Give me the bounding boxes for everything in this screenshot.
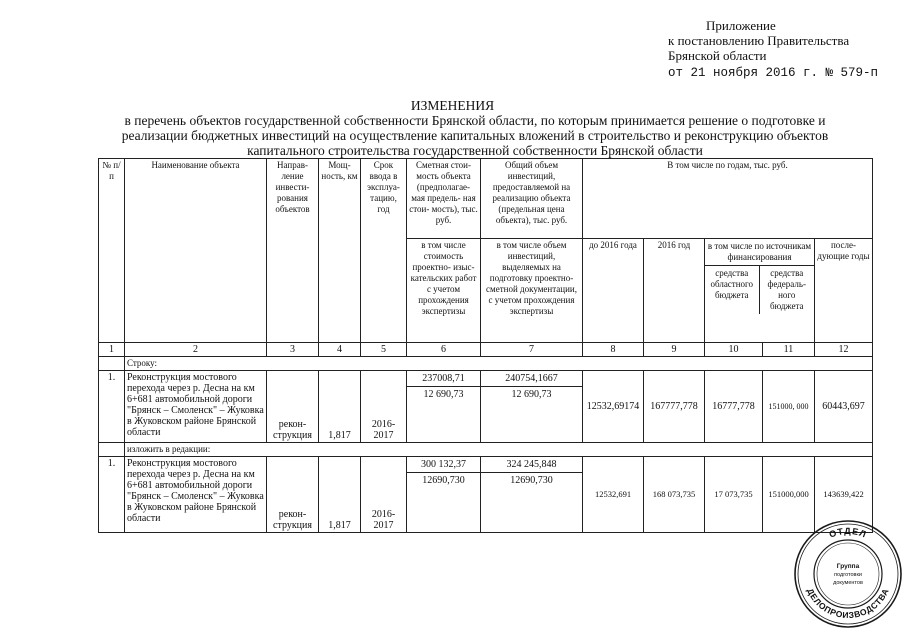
design-cost: 12 690,73 xyxy=(423,389,464,400)
later-years-value: 60443,697 xyxy=(815,371,873,443)
later-years-value: 143639,422 xyxy=(815,457,873,533)
estimated-cost: 300 132,37 xyxy=(407,457,480,473)
regional-budget-value: 16777,778 xyxy=(705,371,763,443)
col-num: 2 xyxy=(125,343,267,357)
col-header-regional-budget: средства областного бюджета xyxy=(705,266,760,314)
col-header-total-investment: Общий объем инвестиций, предоставляемой на реализацию объекта (предельная цена объекта), тыс. руб. xyxy=(481,159,583,239)
estimated-cost-cell xyxy=(407,457,481,533)
section-label-revised: изложить в редакции: xyxy=(125,443,873,457)
table-row xyxy=(99,371,873,443)
resolution-ref: к постановлению Правительства xyxy=(668,33,850,48)
regional-budget-value: 17 073,735 xyxy=(705,457,763,533)
col-num: 5 xyxy=(361,343,407,357)
estimated-cost-cell xyxy=(407,371,481,443)
col-num: 10 xyxy=(705,343,763,357)
object-name: Реконструкция мостового перехода через р. Десна на км 6+681 автомобильной дороги "Брянск – Смоленск" – Жуковка в Жуковском районе Брянской области xyxy=(125,371,267,443)
year-2016-value: 168 073,735 xyxy=(644,457,705,533)
col-header-design-investment: в том числе объем инвестиций, выделяемых на подготовку проектно-сметной документации, с учетом прохождения экспертизы xyxy=(481,239,583,343)
row-number: 1. xyxy=(99,457,125,533)
col-header-federal-budget: средства федераль- ного бюджета xyxy=(767,268,806,311)
document-subtitle-line-1: в перечень объектов государственной собственности Брянской области, по которым принимается решение о подготовке и xyxy=(124,113,826,128)
col-header-before-2016: до 2016 года xyxy=(583,239,644,343)
total-investment: 240754,1667 xyxy=(481,371,582,387)
col-num: 6 xyxy=(407,343,481,357)
col-header-direction: Направ- ление инвести- рования объектов xyxy=(267,159,319,343)
col-num: 3 xyxy=(267,343,319,357)
col-header-later-years: после- дующие годы xyxy=(815,239,873,343)
federal-budget-value: 151000, 000 xyxy=(763,371,815,443)
total-investment-cell xyxy=(481,371,583,443)
commission-year: 2016- 2017 xyxy=(361,457,407,533)
col-num: 12 xyxy=(815,343,873,357)
document-subtitle-line-2: реализации бюджетных инвестиций на осуществление капитальных вложений в строительство и реконструкцию объектов xyxy=(121,128,829,143)
appendix-label: Приложение xyxy=(706,18,776,33)
col-num: 9 xyxy=(644,343,705,357)
stamp-inner-line-2: подготовки xyxy=(834,572,862,578)
col-header-object-name: Наименование объекта xyxy=(125,159,267,343)
objects-table xyxy=(98,158,873,533)
estimated-cost: 237008,71 xyxy=(407,371,480,387)
federal-budget-value: 151000,000 xyxy=(763,457,815,533)
commission-year: 2016- 2017 xyxy=(361,371,407,443)
col-num: 8 xyxy=(583,343,644,357)
table-row xyxy=(99,457,873,533)
design-cost: 12690,730 xyxy=(422,475,465,486)
before-2016-value: 12532,69174 xyxy=(583,371,644,443)
before-2016-value: 12532,691 xyxy=(583,457,644,533)
col-header-funding-sources: в том числе по источникам финансирования xyxy=(705,239,814,266)
region-name: Брянской области xyxy=(668,48,767,63)
col-header-design-cost: в том числе стоимость проектно- изыс- кательских работ с учетом прохождения экспертизы xyxy=(407,239,481,343)
col-num: 4 xyxy=(319,343,361,357)
col-num: 1 xyxy=(99,343,125,357)
stamp-ring-bottom: ДЕЛОПРОИЗВОДСТВА xyxy=(805,586,891,621)
design-investment: 12 690,73 xyxy=(511,389,552,400)
col-header-capacity: Мощ- ность, км xyxy=(319,159,361,343)
object-name: Реконструкция мостового перехода через р. Десна на км 6+681 автомобильной дороги "Брянск – Смоленск" – Жуковка в Жуковском районе Брянской области xyxy=(125,457,267,533)
investment-direction: рекон- струкция xyxy=(267,457,319,533)
year-2016-value: 167777,778 xyxy=(644,371,705,443)
total-investment-cell xyxy=(481,457,583,533)
design-investment: 12690,730 xyxy=(510,475,553,486)
stamp-inner-line-3: документов xyxy=(833,580,863,586)
document-title: ИЗМЕНЕНИЯ xyxy=(410,98,495,113)
capacity-value: 1,817 xyxy=(319,371,361,443)
col-header-number: № п/п xyxy=(99,159,125,343)
department-stamp xyxy=(792,518,904,630)
stamp-inner-line-1: Группа xyxy=(836,563,860,570)
stamp-ring-top: ОТДЕЛ xyxy=(827,525,869,540)
section-label-original: Строку: xyxy=(125,357,873,371)
document-subtitle-line-3: капитального строительства государственной собственности Брянской области xyxy=(247,143,703,158)
col-header-estimated-cost: Сметная стои- мость объекта (предполагае- мая предель- ная стои- мость), тыс. руб. xyxy=(407,159,481,239)
capacity-value: 1,817 xyxy=(319,457,361,533)
total-investment: 324 245,848 xyxy=(481,457,582,473)
col-header-sources xyxy=(705,239,815,343)
col-header-commission-year: Срок ввода в эксплуа- тацию, год xyxy=(361,159,407,343)
col-header-2016: 2016 год xyxy=(644,239,705,343)
col-header-by-years: В том числе по годам, тыс. руб. xyxy=(583,159,873,239)
investment-direction: рекон- струкция xyxy=(267,371,319,443)
row-number: 1. xyxy=(99,371,125,443)
resolution-date-number: от 21 ноября 2016 г. № 579-п xyxy=(668,66,879,80)
col-num: 11 xyxy=(763,343,815,357)
col-num: 7 xyxy=(481,343,583,357)
